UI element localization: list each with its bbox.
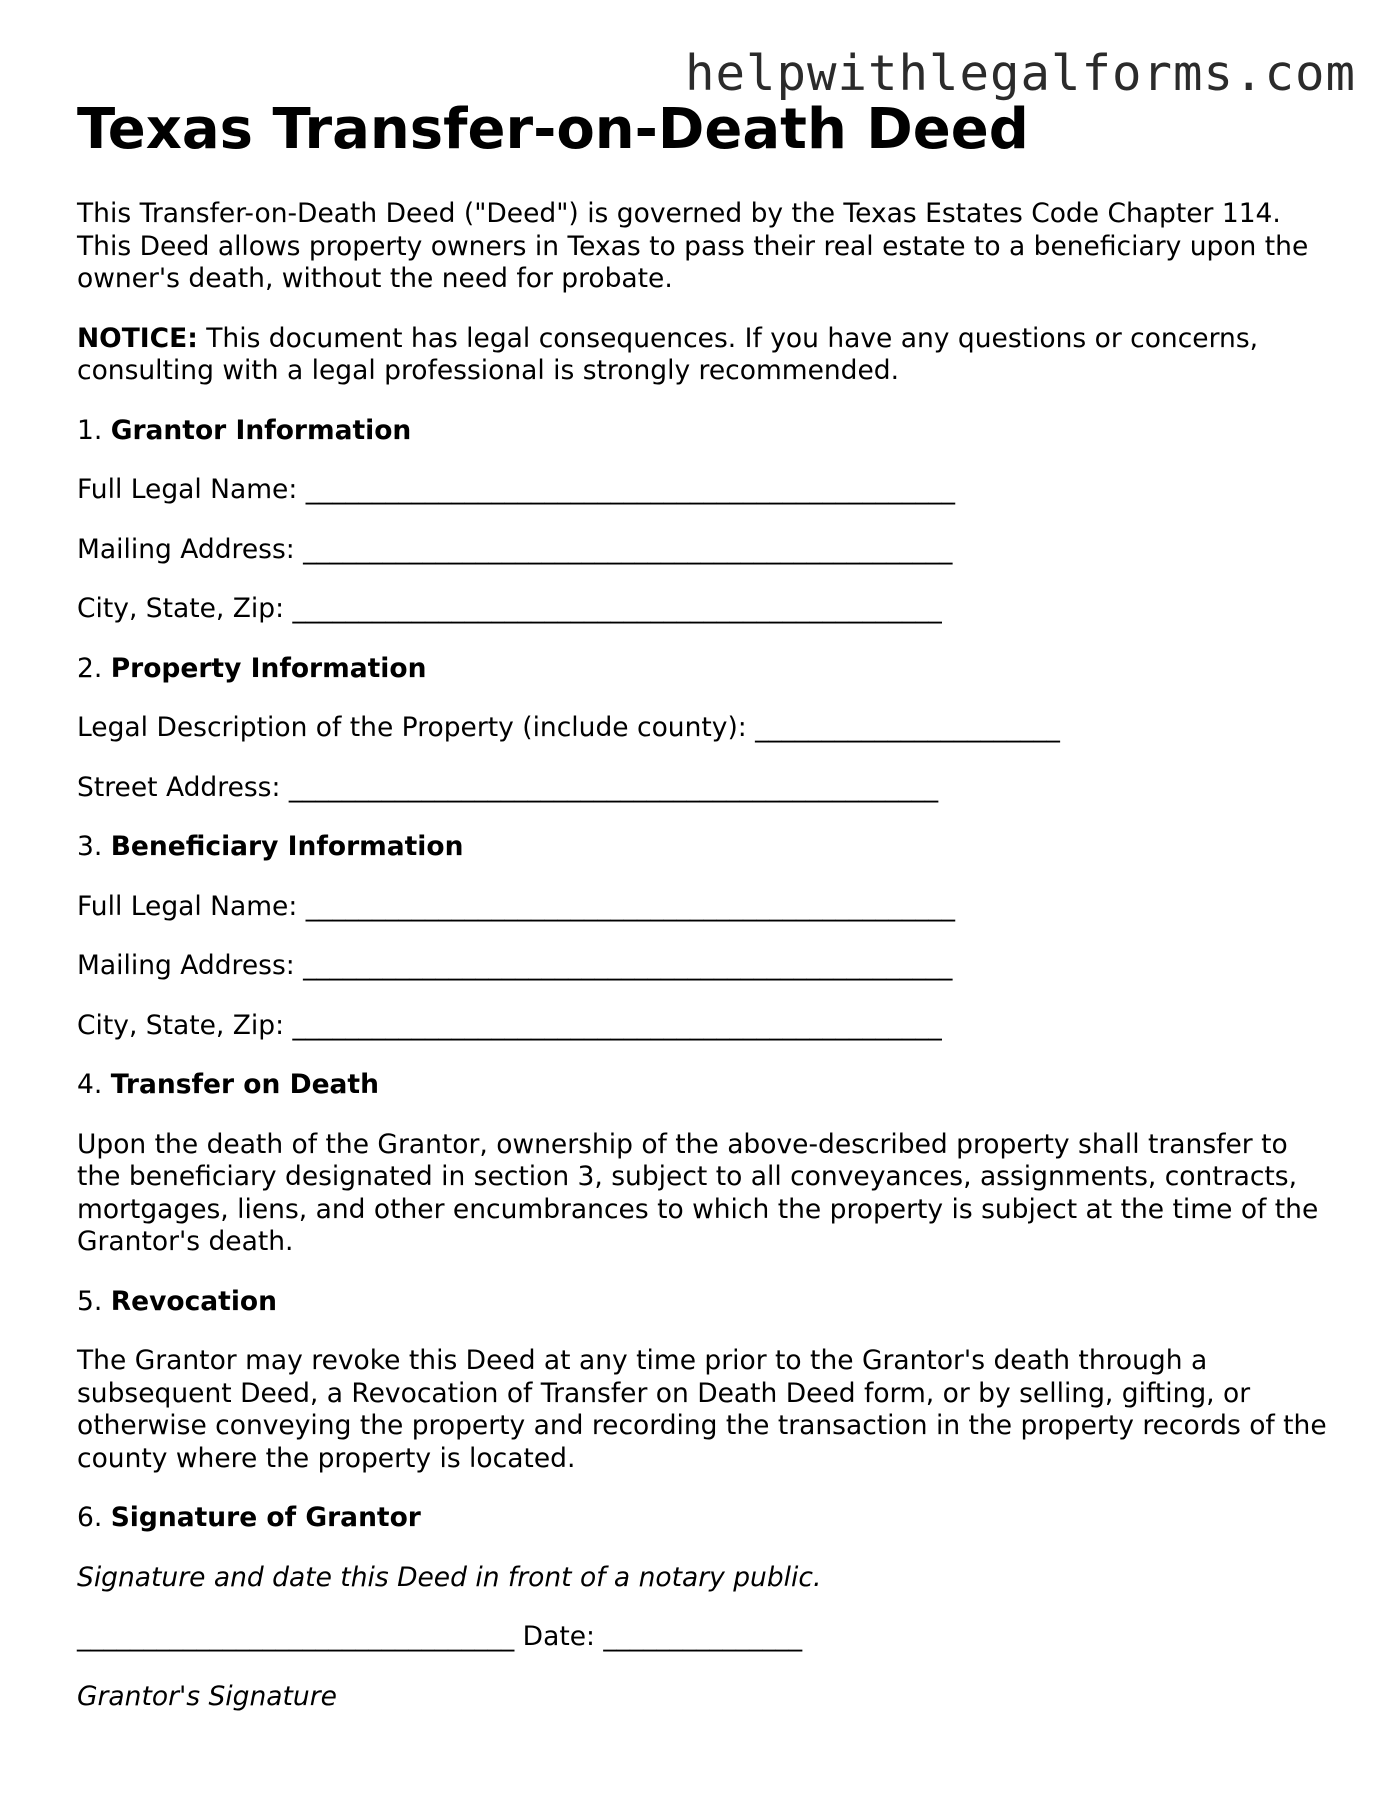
beneficiary-city-field[interactable]: City, State, Zip: _________________________________________________ [77,1009,942,1041]
section-heading-beneficiary [77,831,1327,864]
grantor-city-field[interactable]: City, State, Zip: _________________________________________________ [77,593,942,624]
section-title: Signature of Grantor [110,1502,421,1533]
section-heading-revocation [77,1286,1327,1319]
property-legal-description-field[interactable]: Legal Description of the Property (include county): _______________________ [77,712,1060,743]
grantor-name-field[interactable]: Full Legal Name: _________________________________________________ [77,474,955,505]
section-heading-signature [77,1502,1327,1535]
section-number: 6. [77,1502,111,1533]
signature-instruction: Signature and date this Deed in front of a notary public. [77,1561,822,1593]
beneficiary-name-field[interactable]: Full Legal Name: _________________________________________________ [77,890,955,922]
notice-text: This document has legal consequences. If you have any questions or concerns, consulting with a legal professional is strongly recommended. [77,322,1259,386]
revocation-paragraph: The Grantor may revoke this Deed at any time prior to the Grantor's death through a subsequent Deed, a Revocation of Transfer on Death Deed form, or by selling, gifting, or otherwise conveying the property and recording the transaction in the property records of the county where the property is located. [77,1345,1327,1474]
property-street-address-field[interactable]: Street Address: _________________________________________________ [77,771,939,803]
signature-date-line[interactable]: _________________________________ Date: _______________ [77,1621,803,1652]
transfer-paragraph: Upon the death of the Grantor, ownership of the above-described property shall transfer to the beneficiary designated in section 3, subject to all conveyances, assignments, contracts, mortgages, liens, and other encumbrances to which the property is subject at the time of the Grantor's death. [77,1128,1319,1257]
section-heading-property [77,653,1327,686]
signature-caption: Grantor's Signature [77,1680,337,1712]
section-title: Transfer on Death [110,1069,379,1100]
section-title: Beneficiary Information [110,831,464,862]
grantor-address-field[interactable]: Mailing Address: _________________________________________________ [77,533,953,565]
intro-paragraph: This Transfer-on-Death Deed ("Deed") is governed by the Texas Estates Code Chapter 114. This Deed allows property owners in Texas to pass their real estate to a beneficiary upon the owner's death, without the need for probate. [77,198,1309,294]
notice-label: NOTICE: [77,322,198,354]
section-heading-transfer [77,1069,1327,1102]
beneficiary-address-field[interactable]: Mailing Address: _________________________________________________ [77,950,953,981]
section-number: 3. [77,831,111,862]
section-number: 2. [77,652,111,684]
notice-paragraph [77,323,1327,388]
site-watermark: helpwithlegalforms.com [684,45,1356,102]
document-body [77,198,1327,1740]
section-heading-grantor [77,415,1327,448]
section-title: Revocation [110,1285,277,1317]
section-title: Property Information [110,652,427,684]
section-number: 4. [77,1069,111,1100]
document-title: Texas Transfer-on-Death Deed [77,97,1029,162]
section-number: 5. [77,1285,111,1317]
section-number: 1. [77,414,111,446]
section-title: Grantor Information [110,414,412,446]
